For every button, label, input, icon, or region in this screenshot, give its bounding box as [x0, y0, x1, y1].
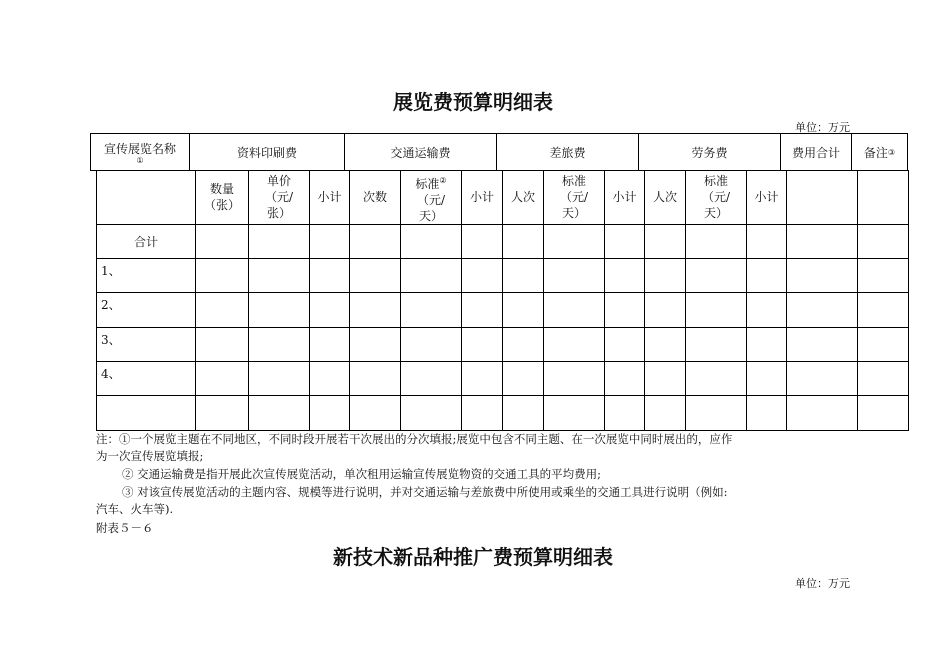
- unit-label: 单位：万元: [795, 121, 850, 134]
- header-remark-mark: ③: [887, 147, 896, 157]
- header-name-mark: ①: [136, 155, 144, 165]
- header-cell-transport: 交通运输费: [344, 133, 497, 171]
- row-label-1: 1、: [101, 264, 121, 278]
- std-sup: ②: [439, 176, 447, 185]
- header-name-text: 宣传展览名称: [103, 141, 176, 156]
- subheader-price-line2: （元/: [264, 190, 294, 204]
- header-cell-print: 资料印刷费: [189, 133, 345, 171]
- subheader-std-transport: [401, 173, 461, 224]
- subheader-subtotal-2: 小计: [469, 190, 494, 204]
- section-title: 新技术新品种推广费预算明细表: [333, 545, 613, 569]
- subheader-std-labor-line3: 天）: [703, 206, 728, 220]
- subheader-subtotal-1: 小计: [317, 190, 342, 204]
- subheader-std-travel: [544, 173, 604, 221]
- subheader-std-transport-line1: [401, 173, 461, 192]
- subheader-subtotal-3: 小计: [612, 190, 637, 204]
- subheader-std-travel-line3: 天）: [561, 206, 586, 220]
- header-cell-labor: 劳务费: [638, 133, 781, 171]
- subheader-price-line1: 单价: [266, 174, 291, 188]
- note-line-4: ③ 对该宣传展览活动的主题内容、规模等进行说明，并对交通运输与差旅费中所使用或乘坐的交通工具进行说明（例如:: [122, 485, 728, 499]
- note-line-1: 注：①一个展览主题在不同地区，不同时段开展若干次展出的分次填报;展览中包含不同主题、在一次展览中同时展出的，应作: [96, 432, 733, 446]
- subheader-std-labor-line1: 标准: [703, 174, 728, 188]
- subheader-std-travel-line1: 标准: [561, 174, 586, 188]
- header-cell-total: 费用合计: [780, 133, 852, 171]
- subheader-qty-line2: （张）: [203, 198, 240, 212]
- row-label-total: 合计: [133, 235, 158, 249]
- header-cell-travel: 差旅费: [496, 133, 639, 171]
- row-label-2: 2、: [101, 298, 121, 312]
- subheader-qty-line1: 数量: [209, 182, 234, 196]
- subheader-price: [249, 173, 309, 221]
- subheader-std-travel-line2: （元/: [559, 190, 589, 204]
- subheader-qty: [196, 181, 248, 213]
- subheader-persons-2: 人次: [652, 190, 677, 204]
- subheader-persons-1: 人次: [510, 190, 535, 204]
- subheader-subtotal-4: 小计: [754, 190, 779, 204]
- unit-label-2: 单位：万元: [795, 577, 850, 590]
- note-line-3: ② 交通运输费是指开展此次宣传展览活动，单次租用运输宣传展览物资的交通工具的平均费用;: [122, 467, 602, 481]
- row-label-3: 3、: [101, 333, 121, 347]
- page-title: 展览费预算明细表: [393, 90, 553, 114]
- note-line-2: 为一次宣传展览填报;: [96, 449, 204, 463]
- subheader-times: 次数: [362, 190, 387, 204]
- subheader-std-transport-line3: 天）: [418, 209, 443, 223]
- appendix-label: 附表５－６: [96, 521, 154, 535]
- row-label-4: 4、: [101, 367, 121, 381]
- subheader-std-labor-line2: （元/: [701, 190, 731, 204]
- subheader-std-transport-line2: （元/: [416, 193, 446, 207]
- header-remark-text: 备注: [863, 145, 888, 160]
- std-label: 标准: [415, 177, 440, 191]
- note-line-5: 汽车、火车等).: [96, 502, 174, 516]
- subheader-std-labor: [686, 173, 746, 221]
- subheader-price-line3: 张）: [266, 206, 291, 220]
